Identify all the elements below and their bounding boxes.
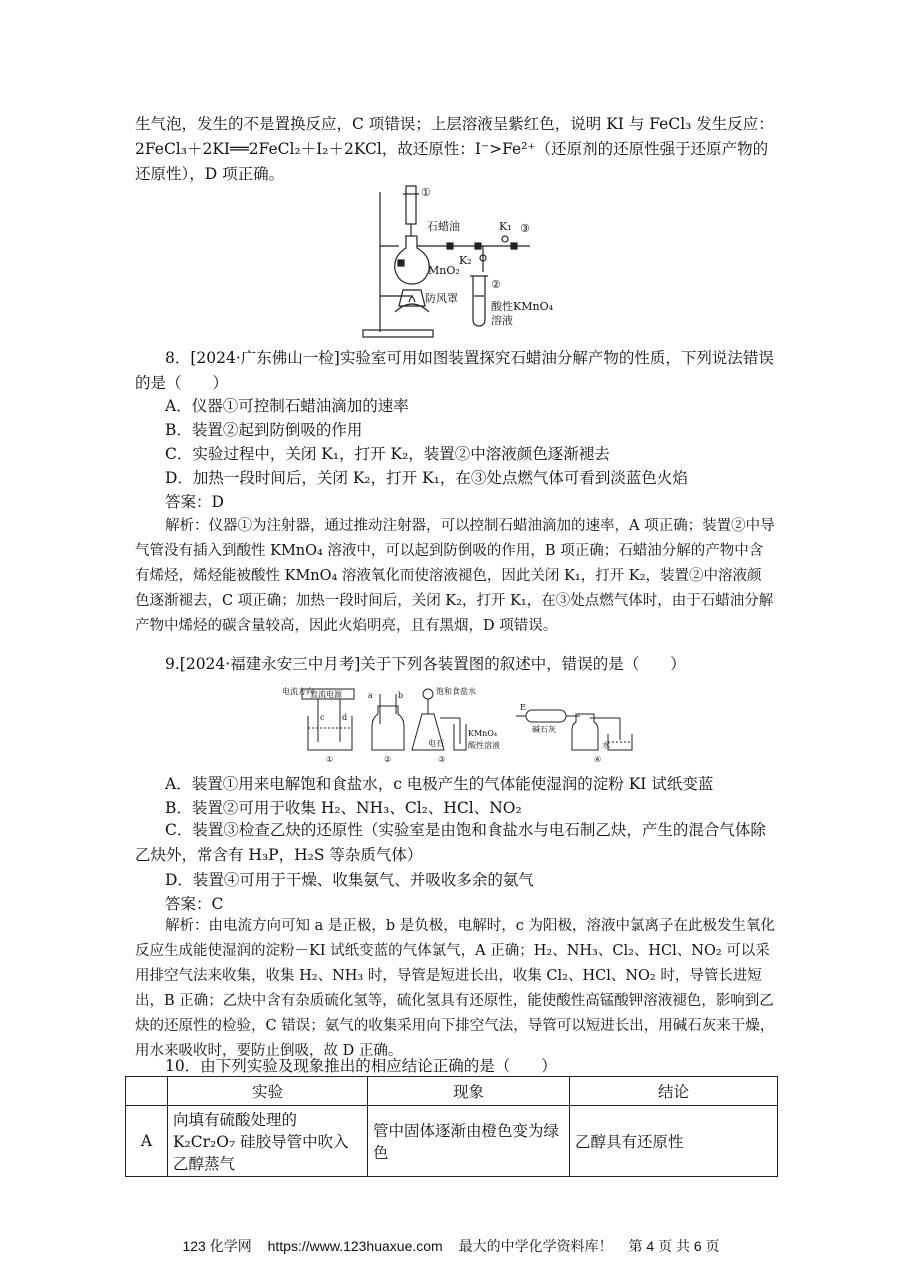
q9-option-d: D．装置④可用于干燥、收集氨气、并吸收多余的氨气 — [165, 871, 534, 889]
label-carbide: 电石 — [428, 739, 444, 748]
label-soda-lime: 碱石灰 — [532, 725, 556, 734]
label-n3: ③ — [438, 755, 446, 764]
label-n1: ① — [421, 186, 431, 199]
q8-stem: 8．[2024·广东佛山一检]实验室可用如图装置探究石蜡油分解产物的性质，下列说法错误的是（ ） — [135, 349, 774, 392]
q8-option-a: A．仪器①可控制石蜡油滴加的速率 — [165, 397, 409, 415]
label-acid-sol: 酸性溶液 — [468, 741, 500, 750]
q9-option-a: A．装置①用来电解饱和食盐水，c 电极产生的气体能使湿润的淀粉 KI 试纸变蓝 — [165, 775, 714, 793]
paraffin-apparatus-figure — [355, 184, 585, 344]
label-n3: ③ — [520, 222, 530, 235]
label-dc: 直流电源 — [310, 690, 342, 699]
table-header-cell: 现象 — [368, 1077, 570, 1106]
label-a: a — [368, 691, 373, 700]
q9-option-c: C．装置③检查乙炔的还原性（实验室是由饱和食盐水与电石制乙炔，产生的混合气体除乙炔外，常含有 H₃P，H₂S 等杂质气体） — [135, 821, 766, 864]
label-brine: 饱和食盐水 — [436, 687, 476, 696]
table-cell: 向填有硫酸处理的 K₂Cr₂O₇ 硅胶导管中吹入乙醇蒸气 — [168, 1106, 368, 1177]
footer-slogan: 最大的中学化学资料库！ — [458, 1238, 613, 1254]
footer-page-number: 第 4 页 共 6 页 — [628, 1238, 720, 1254]
label-n1: ① — [326, 755, 334, 764]
q9-answer: 答案：C — [165, 895, 224, 913]
table-header-row — [126, 1077, 778, 1106]
q8-option-c: C．实验过程中，关闭 K₁，打开 K₂，装置②中溶液颜色逐渐褪去 — [165, 445, 610, 463]
label-current-dir: 电流方向 — [282, 687, 314, 696]
label-solution: 溶液 — [491, 314, 513, 327]
label-windshield: 防风罩 — [425, 292, 458, 305]
table-header-cell — [126, 1077, 168, 1106]
label-e: E — [520, 703, 526, 712]
table-row — [126, 1106, 778, 1177]
table-header-cell: 结论 — [570, 1077, 778, 1106]
label-water: 水 — [602, 741, 610, 750]
label-c: c — [320, 713, 325, 722]
label-kmno4: KMnO₄ — [468, 729, 498, 738]
label-n4: ④ — [594, 755, 602, 764]
q9-option-b: B．装置②可用于收集 H₂、NH₃、Cl₂、HCl、NO₂ — [165, 799, 522, 817]
q8-analysis: 解析：仪器①为注射器，通过推动注射器，可以控制石蜡油滴加的速率，A 项正确；装置②中导气管没有插入到酸性 KMnO₄ 溶液中，可以起到防倒吸的作用，B 项正确；石蜡油分解的产物中含有烯烃，烯烃能被酸性 KMnO₄ 溶液氧化而使溶液褪色，因此关闭 K₁，打开 K₂，装置②中溶液颜色逐渐褪去，C 项正确；加热一段时间后，关闭 K₂，打开 K₁，在③处点燃气体时，由于石蜡油分解产物中烯烃的碳含量较高，因此火焰明亮，且有黑烟，D 项错误。 — [135, 518, 775, 634]
four-apparatus-figure — [280, 684, 645, 766]
q8-answer: 答案：D — [165, 493, 224, 511]
paragraph-top: 生气泡，发生的不是置换反应，C 项错误；上层溶液呈紫红色，说明 KI 与 FeCl₃ 发生反应：2FeCl₃＋2KI══2FeCl₂＋I₂＋2KCl，故还原性：I⁻>Fe²⁺（还原剂的还原性强于还原产物的还原性），D 项正确。 — [135, 115, 774, 183]
label-n2: ② — [491, 278, 501, 291]
footer-site: 123 化学网 — [182, 1238, 252, 1254]
label-kmno4: 酸性KMnO₄ — [491, 300, 553, 313]
label-mno2: MnO₂ — [428, 264, 460, 277]
q10-table — [125, 1076, 778, 1177]
label-k1: K₁ — [499, 220, 512, 233]
label-paraffin: 石蜡油 — [427, 220, 460, 233]
label-n2: ② — [384, 755, 392, 764]
table-cell: 乙醇具有还原性 — [570, 1106, 778, 1177]
label-b: b — [398, 691, 404, 700]
footer-url[interactable]: https://www.123huaxue.com — [267, 1238, 443, 1254]
table-header-cell: 实验 — [168, 1077, 368, 1106]
q10-stem: 10．由下列实验及现象推出的相应结论正确的是（ ） — [165, 1057, 557, 1075]
page-footer — [0, 1236, 902, 1256]
q9-stem: 9.[2024·福建永安三中月考]关于下列各装置图的叙述中，错误的是（ ） — [165, 655, 686, 673]
table-cell: A — [126, 1106, 168, 1177]
q8-option-d: D．加热一段时间后，关闭 K₂，打开 K₁，在③处点燃气体可看到淡蓝色火焰 — [165, 469, 688, 487]
q8-option-b: B．装置②起到防倒吸的作用 — [165, 421, 363, 439]
label-k2: K₂ — [459, 254, 472, 267]
q9-analysis: 解析：由电流方向可知 a 是正极，b 是负极，电解时，c 为阳极，溶液中氯离子在此极发生氧化反应生成能使湿润的淀粉－KI 试纸变蓝的气体氯气，A 正确；H₂、NH₃、Cl₂、HCl、NO₂ 可以采用排空气法来收集，收集 H₂、NH₃ 时，导管是短进长出，收集 Cl₂、HCl、NO₂ 时，导管长进短出，B 正确；乙炔中含有杂质硫化氢等，硫化氢具有还原性，能使酸性高锰酸钾溶液褪色，影响到乙炔的还原性的检验，C 错误；氨气的收集采用向下排空气法，导管可以短进长出，用碱石灰来干燥，用水来吸收时，要防止倒吸，故 D 正确。 — [135, 918, 775, 1059]
table-cell: 管中固体逐渐由橙色变为绿色 — [368, 1106, 570, 1177]
label-d: d — [342, 713, 348, 722]
